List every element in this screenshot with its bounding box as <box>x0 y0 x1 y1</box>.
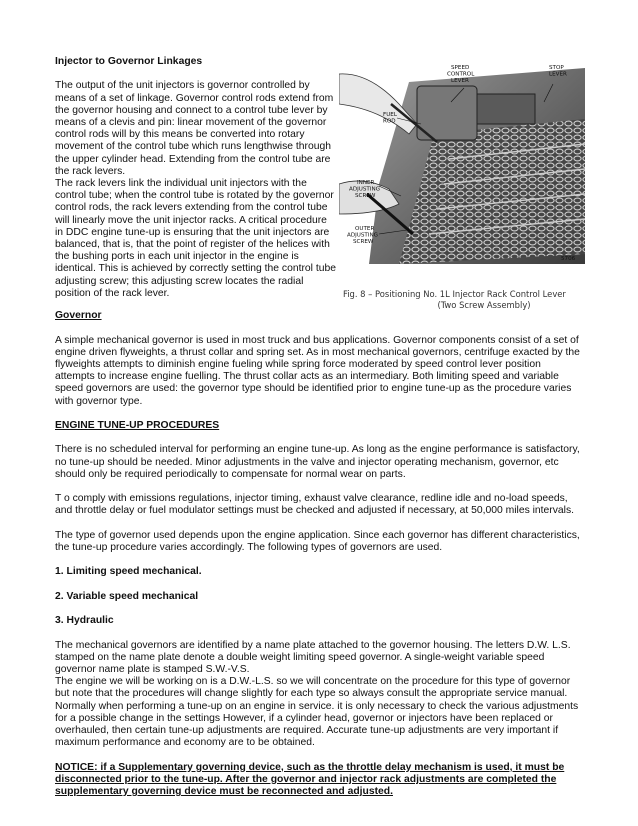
tuneup-paragraph-1: There is no scheduled interval for performing an engine tune-up. As long as the engine performance is satisfactory, no tune-up should be needed. Minor adjustments in the valve and injector operating mechanism, governor, etc should only be required periodically to compensate for normal wear on parts. <box>55 444 580 480</box>
engine-figure <box>339 64 585 312</box>
governor-type-3: 3. Hydraulic <box>55 615 114 627</box>
tuneup-paragraph-3: The type of governor used depends upon the engine application. Since each governor has different characteristics, the tune-up procedure varies accordingly. The following types of governors are used. <box>55 529 580 553</box>
linkages-paragraph-1: The output of the unit injectors is governor controlled by means of a set of linkage. Governor control rods extend from the governor housing and connect to a control tube lever by means of a clevis and pin: linear movement of the governor control rods will by this means be converted into rotary movement of the control tube which runs lengthwise through the upper cylinder head. Extending from the control tube are the rack levers. <box>55 80 334 177</box>
section-heading-linkages: Injector to Governor Linkages <box>55 56 203 67</box>
figure-label-fuel-rod: FUEL ROD <box>383 112 397 125</box>
figure-caption <box>343 289 585 311</box>
section-heading-tuneup: ENGINE TUNE-UP PROCEDURES <box>55 419 220 431</box>
figure-label-outer-adjusting-screw: OUTER ADJUSTING SCREW <box>347 226 379 245</box>
figure-caption-line-2: (Two Screw Assembly) <box>437 300 531 310</box>
tuneup-paragraph-6: Normally when performing a tune-up on an engine in service. it is only necessary to check the various adjustments for a possible change in the settings However, if a cylinder head, governor or injectors have been replaced or overhauled, then certain tune-up adjustments are required. Accurate tune-up adjustments are very important if maximum performance and economy are to be obtained. <box>55 700 579 749</box>
tuneup-paragraph-4: The mechanical governors are identified by a name plate attached to the governor housing. The letters D.W. L.S. stamped on the name plate denote a double weight limiting speed governor. A single-weight variable speed governor name plate is stamped S.W.-V.S. <box>55 639 571 675</box>
governor-type-1: 1. Limiting speed mechanical. <box>55 566 202 578</box>
figure-label-speed-control-lever: SPEED CONTROL LEVER <box>447 65 475 84</box>
figure-label-inner-adjusting-screw: INNER ADJUSTING SCREW <box>349 180 381 199</box>
linkages-paragraph-2: The rack levers link the individual unit injectors with the control tube; when the control tube is rotated by the governor control rods, the rack levers extending from the control tube will linearly move the unit injector racks. A critical procedure in DDC engine tune-up is ensuring that the unit injectors are balanced, that is, that the point of register of the helices with the bushing ports in each unit injector in the engine is identical. This is achieved by correctly setting the control tube adjusting screw; this adjusting screw locates the radial position of the rack lever. <box>55 178 336 299</box>
figure-label-stop-lever: STOP LEVER <box>549 65 567 78</box>
engine-photo <box>339 64 585 286</box>
tuneup-paragraph-2: T o comply with emissions regulations, injector timing, exhaust valve clearance, redline idle and no-load speeds, and throttle delay or fuel modulator settings must be checked and adjusted if necessary, at 50,000 miles intervals. <box>55 493 575 517</box>
section-heading-governor: Governor <box>55 310 102 322</box>
figure-caption-line-1: Fig. 8 – Positioning No. 1L Injector Rack Control Lever <box>343 289 566 299</box>
governor-paragraph: A simple mechanical governor is used in most truck and bus applications. Governor components consist of a set of engine driven flyweights, a thrust collar and spring set. As in most mechanical governors, centrifuge exacted by the flyweights attempts to diminish engine fueling while spring force moderated by speed control lever position attempts to increase engine fuelling. The thrust collar acts as an intermediary. Both limiting speed and variable speed governors are used: the governor type should be identified prior to engine tune-up as the procedure varies with governor type. <box>55 334 580 407</box>
intro-text <box>55 56 337 300</box>
governor-type-2: 2. Variable speed mechanical <box>55 590 199 602</box>
figure-code: 5706 <box>561 256 576 262</box>
notice-paragraph: NOTICE: if a Supplementary governing device, such as the throttle delay mechanism is used, it must be disconnected prior to the tune-up. After the governor and injector rack adjustments are completed the supplementary governing device must be reconnected and adjusted. <box>55 761 565 797</box>
tuneup-paragraph-5: The engine we will be working on is a D.W.-L.S. so we will concentrate on the procedure for this type of governor but note that the procedures will change slightly for each type so always consult the appropriate service manual. <box>55 676 571 700</box>
document-page <box>55 56 583 798</box>
intro-section <box>55 56 583 310</box>
